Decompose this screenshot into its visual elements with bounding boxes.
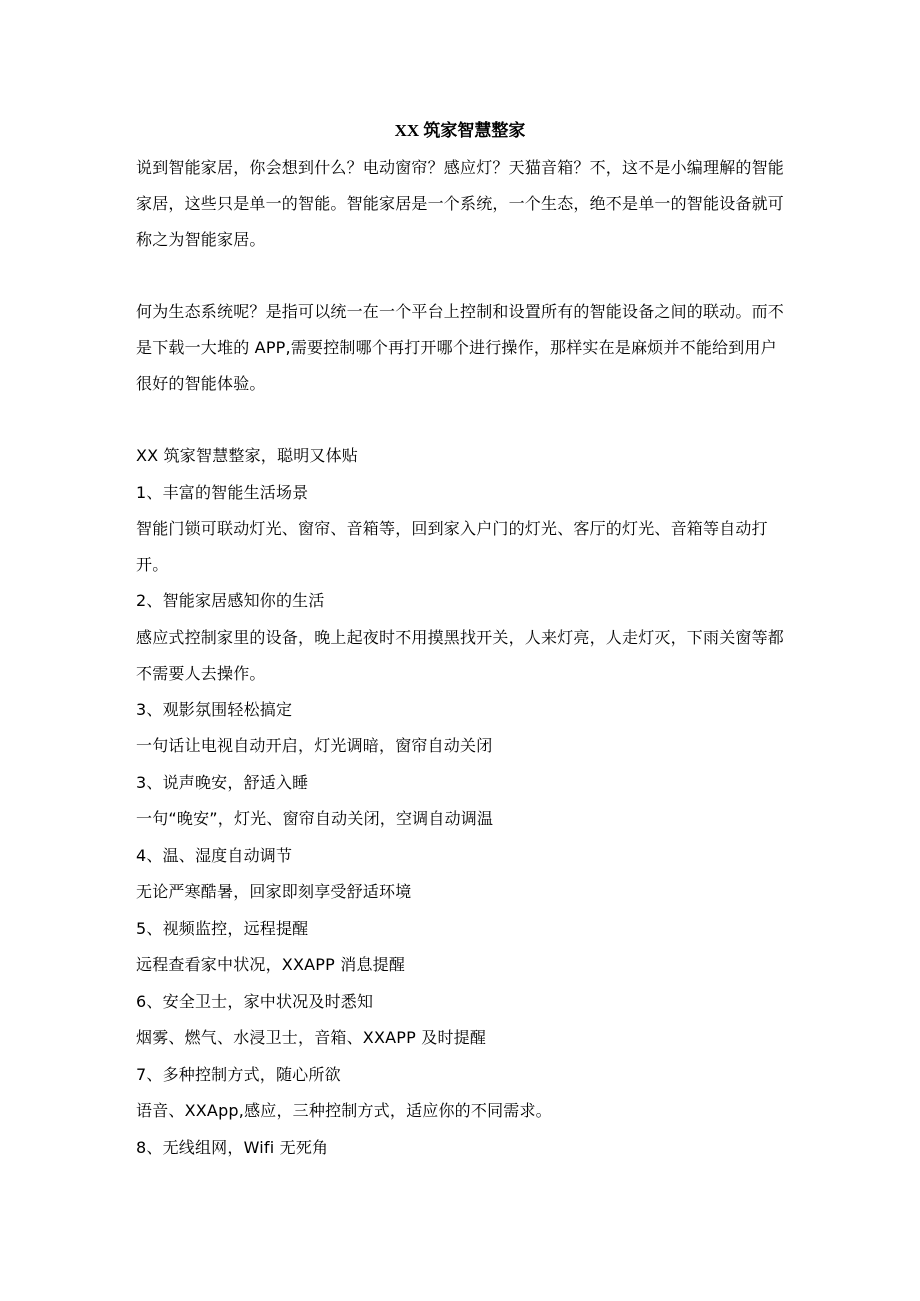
section-heading-8: 7、多种控制方式，随心所欲 — [136, 1064, 341, 1084]
intro-paragraph-1: 说到智能家居，你会想到什么？电动窗帘？感应灯？天猫音箱？不，这不是小编理解的智能家居，这些只是单一的智能。智能家居是一个系统，一个生态，绝不是单一的智能设备就可称之为智能家居。 — [136, 158, 785, 249]
section-heading-3: 3、观影氛围轻松搞定 — [136, 699, 293, 719]
section-heading-2: 2、智能家居感知你的生活 — [136, 591, 325, 610]
paragraph-spacer — [136, 402, 786, 438]
section-heading-5: 4、温、湿度自动调节 — [136, 845, 293, 865]
section-heading-1: 1、丰富的智能生活场景 — [136, 482, 309, 502]
section-body-4: 一句“晚安”，灯光、窗帘自动关闭，空调自动调温 — [136, 809, 494, 828]
intro-paragraph-2: 何为生态系统呢？是指可以统一在一个平台上控制和设置所有的智能设备之间的联动。而不是下载一大堆的 APP,需要控制哪个再打开哪个进行操作，那样实在是麻烦并不能给到用户很好的智能体验。 — [136, 302, 785, 393]
section-body-1: 智能门锁可联动灯光、窗帘、音箱等，回到家入户门的灯光、客厅的灯光、音箱等自动打开。 — [136, 519, 768, 574]
section-body-8: 语音、XXApp,感应，三种控制方式，适应你的不同需求。 — [136, 1101, 552, 1120]
section-body-3: 一句话让电视自动开启，灯光调暗，窗帘自动关闭 — [136, 736, 493, 755]
section-body-7: 烟雾、燃气、水浸卫士，音箱、XXAPP 及时提醒 — [136, 1028, 487, 1047]
paragraph-spacer — [136, 258, 786, 294]
section-heading-9: 8、无线组网，Wifi 无死角 — [136, 1137, 329, 1157]
section-heading-6: 5、视频监控，远程提醒 — [136, 918, 309, 938]
section-heading-7: 6、安全卫士，家中状况及时悉知 — [136, 991, 374, 1011]
subtitle: XX 筑家智慧整家，聪明又体贴 — [136, 446, 359, 465]
document-title: XX 筑家智慧整家 — [394, 121, 526, 140]
section-body-2: 感应式控制家里的设备，晚上起夜时不用摸黑找开关，人来灯亮，人走灯灭，下雨关窗等都不需要人去操作。 — [136, 627, 785, 683]
section-body-5: 无论严寒酷暑，回家即刻享受舒适环境 — [136, 882, 412, 901]
document-body — [136, 150, 786, 1166]
section-heading-4: 3、说声晚安，舒适入睡 — [136, 772, 309, 792]
section-body-6: 远程查看家中状况，XXAPP 消息提醒 — [136, 955, 406, 974]
